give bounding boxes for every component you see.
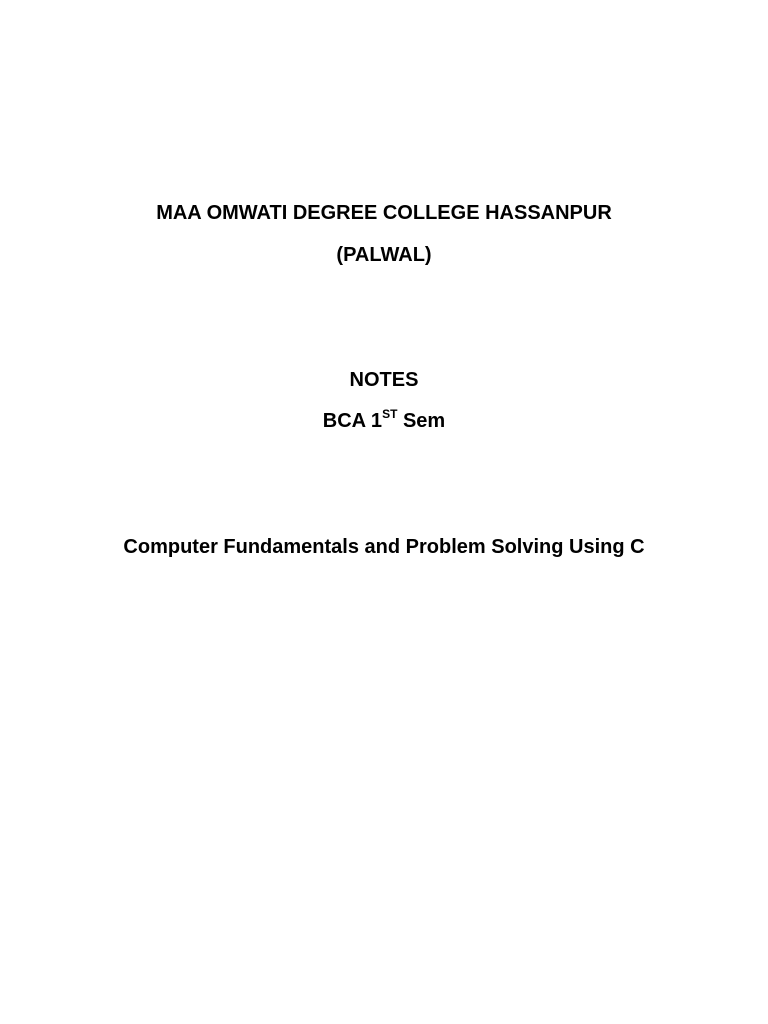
notes-heading: NOTES xyxy=(349,369,419,391)
course-ordinal-superscript: ST xyxy=(382,407,398,422)
college-location-line: (PALWAL) xyxy=(336,244,432,266)
course-suffix: Sem xyxy=(397,410,446,432)
college-name-line-1: MAA OMWATI DEGREE COLLEGE HASSANPUR xyxy=(156,202,612,224)
course-semester-heading xyxy=(0,409,768,433)
subject-title: Computer Fundamentals and Problem Solving Using C xyxy=(123,536,645,558)
course-prefix: BCA 1 xyxy=(322,410,383,432)
